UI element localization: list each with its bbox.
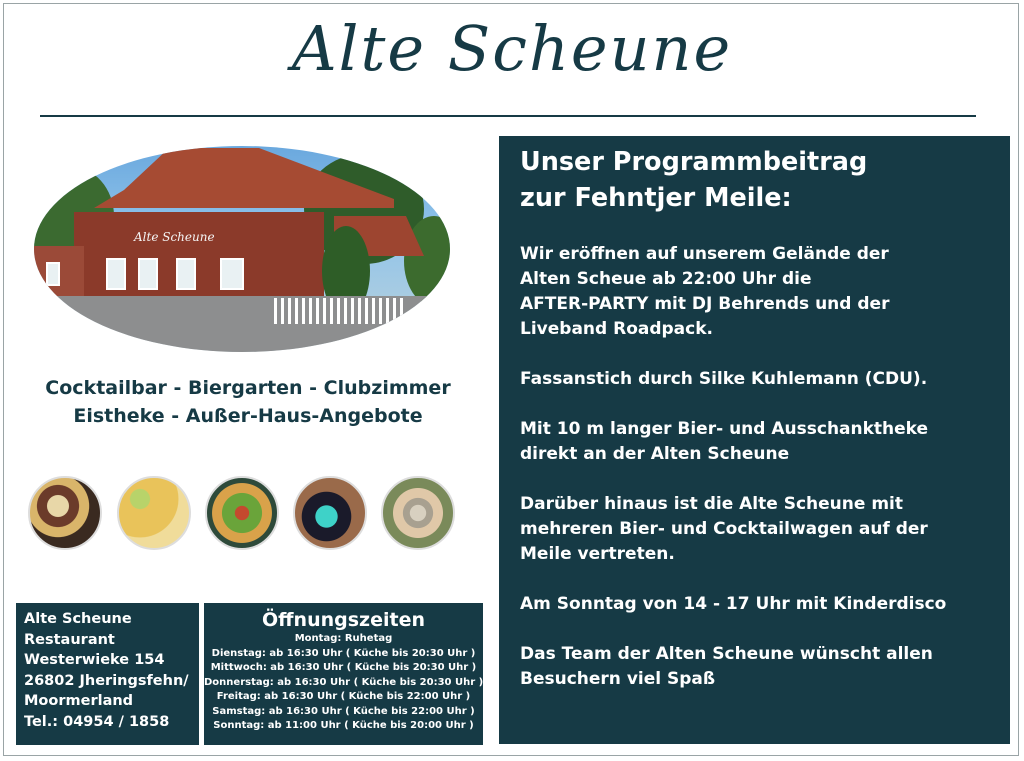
program-paragraph-kinderdisco: Am Sonntag von 14 - 17 Uhr mit Kinderdisco (520, 594, 947, 614)
opening-hours-box (204, 603, 483, 745)
program-panel (499, 136, 1010, 744)
address-line: Westerwieke 154 (24, 652, 165, 668)
food-image-seafood (381, 476, 455, 550)
food-image-salad (205, 476, 279, 550)
program-heading: Unser Programmbeitrag zur Fehntjer Meile: (520, 147, 868, 213)
address-line: Restaurant (24, 631, 115, 648)
hours-line-saturday: Samstag: ab 16:30 Uhr ( Küche bis 22:00 Uhr ) (212, 705, 475, 717)
hours-line-sunday: Sonntag: ab 11:00 Uhr ( Küche bis 20:00 Uhr ) (213, 720, 474, 731)
restaurant-title: Alte Scheune (291, 12, 733, 85)
program-paragraph-after-party: Wir eröffnen auf unserem Gelände der Alten Scheue ab 22:00 Uhr die AFTER-PARTY mit DJ Behrends und der Liveband Roadpack. (520, 244, 890, 339)
program-paragraph-greeting: Das Team der Alten Scheune wünscht allen Besuchern viel Spaß (520, 644, 933, 689)
hours-line-tuesday: Dienstag: ab 16:30 Uhr ( Küche bis 20:30 Uhr ) (211, 647, 476, 659)
restaurant-photo (34, 146, 450, 352)
food-image-fish (117, 476, 191, 550)
food-image-cocktail (293, 476, 367, 550)
hours-line-wednesday: Mittwoch: ab 16:30 Uhr ( Küche bis 20:30 Uhr ) (210, 662, 477, 673)
services-line-2: Eistheke - Außer-Haus-Angebote (73, 405, 423, 427)
hours-line-friday: Freitag: ab 16:30 Uhr ( Küche bis 22:00 Uhr ) (216, 691, 471, 702)
address-line: Moormerland (24, 693, 134, 709)
food-image-platter (28, 476, 102, 550)
opening-hours-title: Öffnungszeiten (262, 609, 425, 631)
hours-line-monday: Montag: Ruhetag (294, 633, 393, 644)
program-paragraph-fassanstich: Fassanstich durch Silke Kuhlemann (CDU). (520, 369, 928, 389)
address-box (16, 603, 199, 745)
program-paragraph-cocktailwagen: Darüber hinaus ist die Alte Scheune mit mehreren Bier- und Cocktailwagen auf der Meile vertreten. (520, 494, 928, 564)
address-line: 26802 Jheringsfehn/ (24, 672, 189, 689)
title-divider (40, 115, 976, 117)
program-paragraph-theke: Mit 10 m langer Bier- und Ausschanktheke direkt an der Alten Scheune (520, 419, 929, 464)
hours-line-thursday: Donnerstag: ab 16:30 Uhr ( Küche bis 20:30 Uhr ) (204, 676, 484, 688)
address-line: Alte Scheune (24, 611, 132, 627)
services-line-1: Cocktailbar - Biergarten - Clubzimmer (45, 377, 451, 399)
photo-sign-text: Alte Scheune (134, 230, 215, 244)
address-phone: Tel.: 04954 / 1858 (24, 713, 170, 730)
